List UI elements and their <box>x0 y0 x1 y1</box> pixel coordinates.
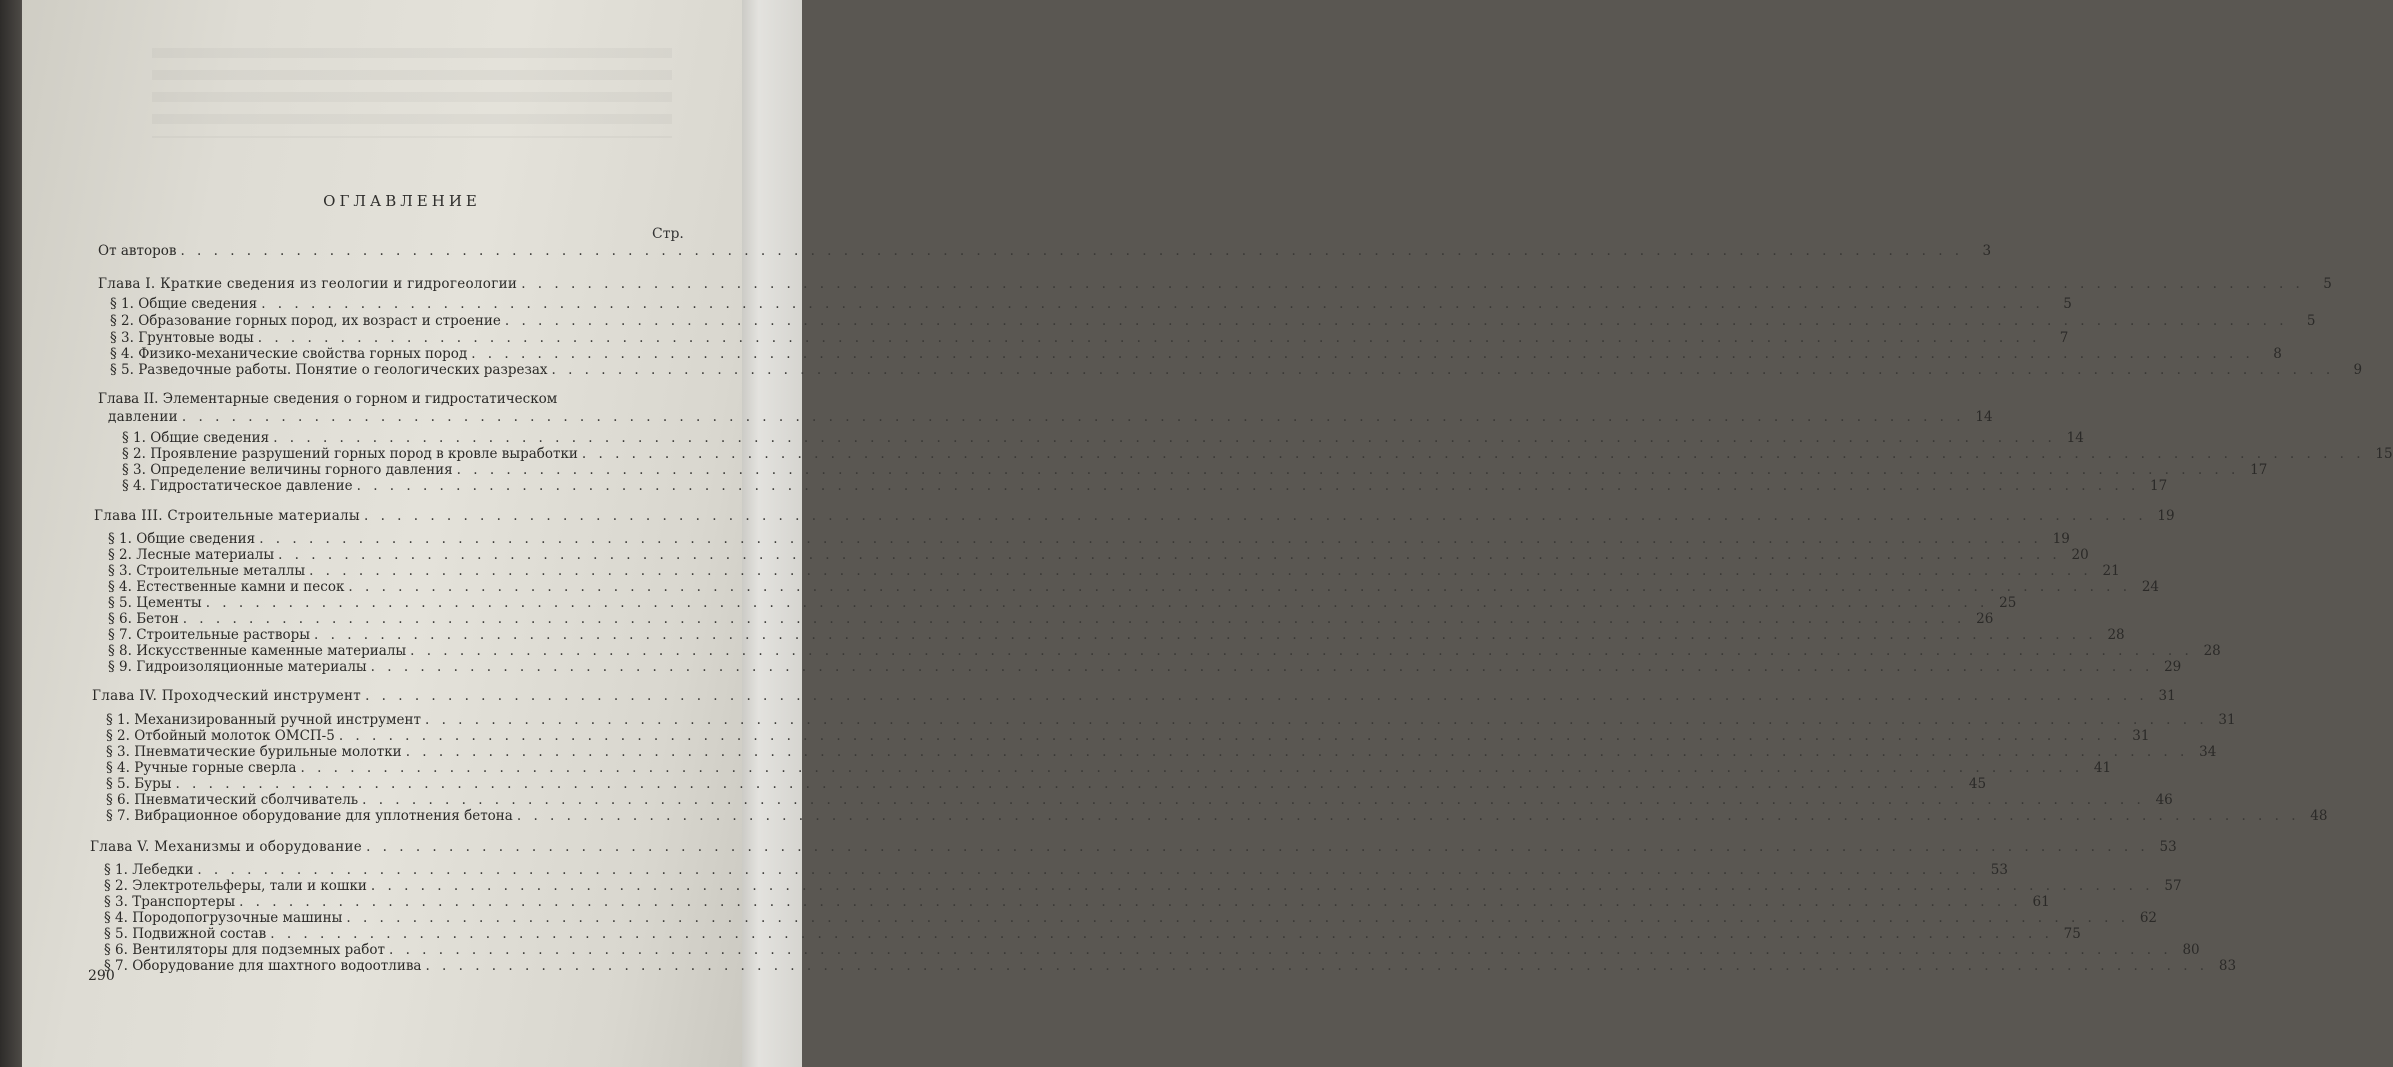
toc-entry-page: 17 <box>2250 462 2268 478</box>
leader-dots <box>406 744 2189 760</box>
toc-entry-page: 14 <box>2066 430 2084 446</box>
toc-chapter <box>94 508 2175 524</box>
leader-dots <box>582 446 2365 462</box>
toc-entry-page: 17 <box>2150 478 2168 494</box>
leader-dots <box>300 760 2083 776</box>
leader-dots <box>471 346 2254 362</box>
toc-entry-label: § 1. Лебедки <box>104 862 194 878</box>
toc-entry-page: 26 <box>1976 611 1994 627</box>
toc-entry-label: § 8. Искусственные каменные материалы <box>108 643 407 659</box>
toc-entry <box>110 296 2072 312</box>
toc-entry-page: 20 <box>2071 547 2089 563</box>
toc-entry-page: 41 <box>2093 760 2112 776</box>
leader-dots <box>505 313 2288 329</box>
toc-entry-page: 3 <box>1982 243 1992 259</box>
book-page <box>22 0 2393 1067</box>
toc-entry-label: § 5. Подвижной состав <box>104 926 267 942</box>
leader-dots <box>552 362 2335 378</box>
toc-entry-label: § 2. Образование горных пород, их возраст и строение <box>110 313 501 329</box>
toc-entry-label: § 1. Механизированный ручной инструмент <box>106 712 421 728</box>
table-of-contents <box>22 0 2393 1067</box>
toc-entry-label: § 5. Цементы <box>108 595 202 611</box>
leader-dots <box>261 296 2044 312</box>
leader-dots <box>346 910 2129 926</box>
toc-entry-label: Глава IV. Проходческий инструмент <box>92 688 362 704</box>
toc-entry <box>98 243 1992 259</box>
toc-entry <box>108 563 2120 579</box>
leader-dots <box>357 478 2140 494</box>
toc-entry-label: § 5. Буры <box>106 776 172 792</box>
toc-entry-label: § 4. Естественные камни и песок <box>108 579 345 595</box>
toc-entry-label: § 3. Транспортеры <box>104 894 236 910</box>
toc-entry-label: § 7. Вибрационное оборудование для уплотнения бетона <box>106 808 513 824</box>
toc-entry <box>106 744 2217 760</box>
toc-entry <box>106 728 2150 744</box>
toc-entry-page: 19 <box>2157 508 2175 524</box>
toc-entry-label: § 6. Пневматический сболчиватель <box>106 792 359 808</box>
toc-entry-label: § 7. Строительные растворы <box>108 627 311 643</box>
toc-entry-label: § 6. Вентиляторы для подземных работ <box>104 942 386 958</box>
toc-chapter <box>98 276 2332 292</box>
toc-entry <box>104 894 2050 910</box>
toc-entry-page: 45 <box>1968 776 1987 792</box>
toc-entry-label: Глава I. Краткие сведения из геологии и гидрогеологии <box>98 276 518 292</box>
toc-entry-page: 75 <box>2063 926 2081 942</box>
toc-entry-page: 28 <box>2203 643 2221 659</box>
toc-entry-page: 25 <box>1999 595 2017 611</box>
toc-entry-page: 5 <box>2306 313 2316 329</box>
toc-entry-label: § 3. Строительные металлы <box>108 563 306 579</box>
toc-entry-label: § 7. Оборудование для шахтного водоотлива <box>104 958 422 974</box>
toc-entry-page: 8 <box>2273 346 2282 362</box>
toc-entry <box>104 862 2008 878</box>
toc-entry-page: 61 <box>2032 894 2050 910</box>
toc-entry <box>108 611 1994 627</box>
toc-entry-page: 21 <box>2102 563 2120 579</box>
toc-entry-page: 29 <box>2164 659 2182 675</box>
toc-entry-page: 53 <box>1990 862 2008 878</box>
toc-entry-page: 48 <box>2310 808 2328 824</box>
toc-entry <box>122 478 2168 494</box>
toc-chapter-line1: Глава II. Элементарные сведения о горном и гидростатическом <box>98 391 558 407</box>
toc-entry-page: 34 <box>2199 744 2217 760</box>
toc-entry-page: 31 <box>2158 688 2176 704</box>
toc-entry <box>108 627 2125 643</box>
toc-entry-label: § 4. Гидростатическое давление <box>122 478 353 494</box>
toc-entry-label: § 2. Проявление разрушений горных пород в кровле выработки <box>122 446 578 462</box>
toc-entry-page: 31 <box>2132 728 2150 744</box>
leader-dots <box>309 563 2092 579</box>
toc-entry-page: 53 <box>2159 839 2177 855</box>
leader-dots <box>457 462 2240 478</box>
toc-entry-label: § 3. Определение величины горного давления <box>122 462 453 478</box>
leader-dots <box>521 276 2304 292</box>
toc-entry-page: 5 <box>2323 276 2332 292</box>
toc-entry-page: 9 <box>2353 362 2363 378</box>
toc-entry <box>104 878 2182 894</box>
leader-dots <box>273 430 2056 446</box>
toc-entry <box>106 760 2112 776</box>
toc-chapter <box>90 839 2177 855</box>
toc-entry <box>108 547 2089 563</box>
leader-dots <box>425 958 2208 974</box>
leader-dots <box>365 688 2148 704</box>
toc-entry-page: 57 <box>2164 878 2182 894</box>
toc-entry-page: 5 <box>2063 296 2072 312</box>
page-column-label: Стр. <box>652 226 684 242</box>
toc-entry-page: 15 <box>2375 446 2393 462</box>
toc-entry <box>110 313 2316 329</box>
toc-entry <box>108 595 2017 611</box>
toc-entry-page: 80 <box>2182 942 2200 958</box>
leader-dots <box>278 547 2061 563</box>
toc-entry-label: § 2. Отбойный молоток ОМСП-5 <box>106 728 335 744</box>
toc-entry-page: 62 <box>2139 910 2158 926</box>
toc-entry-label: § 2. Электротельферы, тали и кошки <box>104 878 367 894</box>
toc-entry <box>122 430 2084 446</box>
leader-dots <box>180 243 1963 259</box>
footer-page-number: 290 <box>88 968 115 984</box>
toc-entry-page: 28 <box>2107 627 2125 643</box>
toc-entry-label: § 4. Породопогрузочные машины <box>104 910 343 926</box>
toc-chapter <box>108 409 1993 425</box>
leader-dots <box>175 776 1958 792</box>
leader-dots <box>364 508 2147 524</box>
toc-entry <box>110 330 2069 346</box>
toc-chapter <box>92 688 2176 704</box>
leader-dots <box>239 894 2022 910</box>
toc-entry <box>106 776 1987 792</box>
toc-entry <box>108 643 2221 659</box>
toc-entry <box>108 531 2070 547</box>
toc-entry <box>104 926 2081 942</box>
leader-dots <box>339 728 2122 744</box>
toc-entry-label: § 1. Общие сведения <box>110 296 258 312</box>
toc-entry <box>108 659 2182 675</box>
leader-dots <box>206 595 1989 611</box>
toc-entry-label: § 4. Ручные горные сверла <box>106 760 297 776</box>
leader-dots <box>371 659 2154 675</box>
leader-dots <box>314 627 2097 643</box>
toc-entry-label: Глава III. Строительные материалы <box>94 508 360 524</box>
leader-dots <box>183 611 1966 627</box>
toc-entry-label: § 3. Грунтовые воды <box>110 330 254 346</box>
toc-entry-label: давлении <box>108 409 178 425</box>
toc-entry <box>104 910 2158 926</box>
toc-entry <box>108 579 2160 595</box>
toc-entry-label: § 1. Общие сведения <box>122 430 270 446</box>
leader-dots <box>410 643 2193 659</box>
leader-dots <box>197 862 1980 878</box>
leader-dots <box>258 330 2041 346</box>
toc-entry-label: § 4. Физико-механические свойства горных пород <box>110 346 468 362</box>
leader-dots <box>517 808 2300 824</box>
leader-dots <box>366 839 2149 855</box>
toc-entry-label: § 3. Пневматические бурильные молотки <box>106 744 402 760</box>
toc-entry-label: § 5. Разведочные работы. Понятие о геологических разрезах <box>110 362 548 378</box>
leader-dots <box>182 409 1965 425</box>
toc-entry <box>104 942 2200 958</box>
toc-entry-page: 24 <box>2141 579 2160 595</box>
toc-entry-label: От авторов <box>98 243 177 259</box>
leader-dots <box>270 926 2053 942</box>
toc-entry-label: Глава V. Механизмы и оборудование <box>90 839 363 855</box>
toc-entry-label: § 1. Общие сведения <box>108 531 256 547</box>
toc-entry <box>122 462 2268 478</box>
toc-entry <box>110 362 2363 378</box>
page-title: ОГЛАВЛЕНИЕ <box>323 192 481 210</box>
toc-entry-label: § 2. Лесные материалы <box>108 547 275 563</box>
toc-entry-page: 7 <box>2059 330 2069 346</box>
leader-dots <box>371 878 2154 894</box>
toc-entry <box>106 792 2173 808</box>
leader-dots <box>389 942 2172 958</box>
toc-entry-page: 19 <box>2052 531 2070 547</box>
toc-entry-page: 46 <box>2155 792 2173 808</box>
leader-dots <box>348 579 2131 595</box>
toc-entry <box>122 446 2393 462</box>
toc-entry-label: § 6. Бетон <box>108 611 179 627</box>
toc-entry <box>106 712 2236 728</box>
leader-dots <box>362 792 2145 808</box>
leader-dots <box>259 531 2042 547</box>
toc-entry-page: 83 <box>2218 958 2237 974</box>
toc-entry <box>106 808 2328 824</box>
toc-entry <box>110 346 2282 362</box>
toc-entry-label: § 9. Гидроизоляционные материалы <box>108 659 367 675</box>
toc-entry-page: 31 <box>2218 712 2236 728</box>
toc-entry <box>104 958 2237 974</box>
leader-dots <box>425 712 2208 728</box>
toc-entry-page: 14 <box>1975 409 1993 425</box>
